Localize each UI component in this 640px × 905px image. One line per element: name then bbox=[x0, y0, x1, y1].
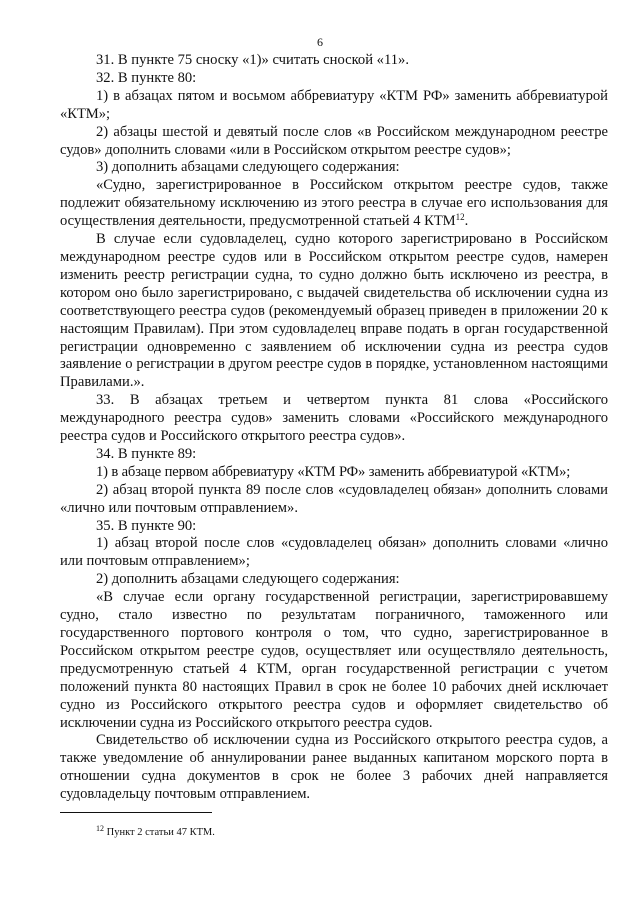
footnote-reference: 12 bbox=[455, 212, 465, 223]
paragraph-item-34: 34. В пункте 89: bbox=[96, 445, 197, 462]
paragraph-subitem-32-2: 2) абзацы шестой и девятый после слов «в Российском международном реестре судов» дополнить словами «или в Российском открытом реестре судов»; bbox=[60, 123, 608, 158]
paragraph-subitem-35-1: 1) абзац второй после слов «судовладелец обязан» дополнить словами «лично или почтовым отправлением»; bbox=[60, 535, 608, 570]
paragraph-subitem-34-1: 1) в абзаце первом аббревиатуру «КТМ РФ» заменить аббревиатурой «КТМ»; bbox=[96, 463, 571, 480]
paragraph-item-32: 32. В пункте 80: bbox=[96, 69, 197, 86]
footnote-marker: 12 bbox=[96, 824, 104, 833]
footnote-divider bbox=[60, 812, 212, 813]
quoted-paragraph-text: «Судно, зарегистрированное в Российском открытом реестре судов, также подлежит обязательному исключению из этого реестра в случае его использования для осуществления деятельности, предусмотренной статьей 4 КТМ bbox=[60, 177, 608, 230]
document-body bbox=[60, 52, 608, 804]
paragraph-subitem-34-2: 2) абзац второй пункта 89 после слов «судовладелец обязан» дополнить словами «лично или почтовым отправлением». bbox=[60, 481, 608, 516]
quoted-paragraph-open-registry bbox=[60, 177, 608, 231]
quoted-paragraph-border-control: «В случае если органу государственной регистрации, зарегистрировавшему судно, стало известно по результатам пограничного, таможенного или государственного портового контроля о том, что судно, зарегистрированное в Российском открытом реестре судов, осуществляет или осуществляло деятельность, предусмотренную статьей 4 КТМ, орган государственной регистрации с учетом положений пункта 80 настоящих Правил в срок не более 10 рабочих дней исключает судно из Российского открытого реестра судов и оформляет свидетельство об исключении судна из Российского открытого реестра судов. bbox=[60, 589, 608, 731]
page-number: 6 bbox=[317, 35, 323, 49]
paragraph-subitem-32-1: 1) в абзацах пятом и восьмом аббревиатуру «КТМ РФ» заменить аббревиатурой «КТМ»; bbox=[60, 87, 608, 122]
quoted-paragraph-certificate: Свидетельство об исключении судна из Российского открытого реестра судов, а также уведомление об аннулировании ранее выданных капитаном морского порта в отношении судна документов в срок не более 3 рабочих дней направляется судовладельцу почтовым отправлением. bbox=[60, 732, 608, 803]
paragraph-subitem-35-2: 2) дополнить абзацами следующего содержания: bbox=[96, 571, 400, 588]
footnote bbox=[96, 826, 215, 839]
quoted-paragraph-change-registry: В случае если судовладелец, судно которого зарегистрировано в Российском международном реестре судов или в Российском открытом реестре судов, намерен изменить реестр регистрации судна, то судно должно быть исключено из реестра, в котором оно было зарегистрировано, с выдачей свидетельства об исключении судна из соответствующего реестра судов (рекомендуемый образец приведен в приложении 20 к настоящим Правилам). При этом судовладелец вправе подать в орган государственной регистрации одновременно с заявлением об исключении судна из реестра судов заявление о регистрации в другом реестре судов в порядке, установленном настоящими Правилами.». bbox=[60, 231, 608, 391]
quoted-paragraph-end: . bbox=[464, 213, 469, 230]
paragraph-item-33: 33. В абзацах третьем и четвертом пункта 81 слова «Российского международного реестра судов» заменить словами «Российского международного реестра судов и Российского открытого реестра судов». bbox=[60, 392, 608, 445]
paragraph-item-35: 35. В пункте 90: bbox=[96, 517, 197, 534]
paragraph-item-31: 31. В пункте 75 сноску «1)» считать сноской «11». bbox=[96, 52, 409, 68]
paragraph-subitem-32-3: 3) дополнить абзацами следующего содержания: bbox=[96, 159, 400, 176]
footnote-text: Пункт 2 статьи 47 КТМ. bbox=[106, 827, 215, 838]
